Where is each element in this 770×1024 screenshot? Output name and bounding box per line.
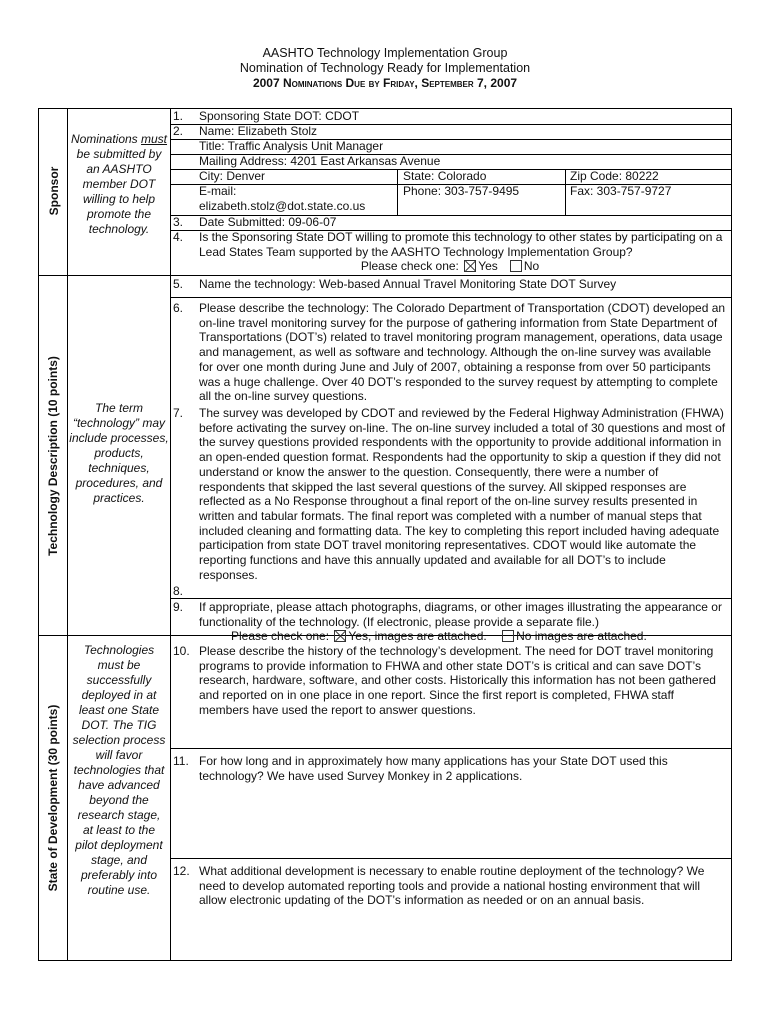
contact-phone: Phone: 303-757-9495 bbox=[403, 184, 520, 198]
question-11 bbox=[173, 754, 727, 783]
check-label: Yes bbox=[478, 259, 498, 274]
question-4 bbox=[173, 230, 727, 274]
org-title: AASHTO Technology Implementation Group bbox=[262, 46, 508, 60]
form-title: Nomination of Technology Ready for Implementation bbox=[239, 61, 531, 75]
note-emphasis: must bbox=[141, 132, 168, 146]
cell-divider bbox=[565, 169, 566, 215]
question-3 bbox=[173, 215, 727, 230]
note-text: be submitted by an AASHTO member DOT willing to help promote the technology. bbox=[76, 147, 162, 236]
q9-yes-checkbox[interactable] bbox=[334, 630, 346, 642]
contact-zip: Zip Code: 80222 bbox=[570, 169, 659, 183]
question-number: 8. bbox=[173, 584, 184, 598]
check-label: Yes, images are attached. bbox=[348, 629, 487, 644]
contact-title: Title: Traffic Analysis Unit Manager bbox=[199, 139, 384, 153]
q9-no-checkbox[interactable] bbox=[502, 630, 514, 642]
question-number: 12. bbox=[173, 864, 190, 878]
question-1 bbox=[173, 109, 727, 124]
question-7 bbox=[173, 406, 727, 582]
row-divider bbox=[170, 297, 731, 298]
question-2 bbox=[173, 124, 727, 139]
row-divider bbox=[170, 598, 731, 599]
document-header bbox=[0, 46, 770, 91]
question-number: 5. bbox=[173, 277, 184, 291]
check-label: No bbox=[523, 259, 540, 274]
question-6 bbox=[173, 301, 727, 404]
check-prompt: Please check one: bbox=[360, 259, 459, 274]
contact-email-label: E-mail: bbox=[199, 184, 237, 198]
nomination-form bbox=[38, 108, 732, 961]
question-text: Please describe the history of the technology’s development. The need for DOT travel monitoring programs to provide information to FHWA and other state DOT’s is critical and can save DOT’s research, hardware, software, and other costs. Historically this information has not been gathered and reported on in one place in one report. Since the first report is completed, FHWA staff members have used the report to answer questions. bbox=[199, 644, 716, 717]
question-number: 9. bbox=[173, 600, 184, 614]
contact-mailing-address: Mailing Address: 4201 East Arkansas Avenue bbox=[199, 154, 441, 168]
contact-state: State: Colorado bbox=[403, 169, 487, 183]
section-label-development: State of Development (30 points) bbox=[46, 704, 60, 892]
check-label: No images are attached. bbox=[516, 629, 647, 644]
question-number: 11. bbox=[173, 754, 189, 768]
question-number: 3. bbox=[173, 215, 184, 229]
question-number: 1. bbox=[173, 109, 184, 123]
row-divider bbox=[170, 748, 731, 749]
note-text: Nominations bbox=[70, 132, 138, 146]
question-10 bbox=[173, 644, 727, 718]
question-5 bbox=[173, 277, 727, 292]
check-prompt: Please check one: bbox=[231, 629, 330, 644]
question-9 bbox=[173, 600, 727, 644]
label-column-divider bbox=[67, 109, 68, 960]
section-divider-sponsor bbox=[39, 275, 731, 276]
question-text: What additional development is necessary to enable routine deployment of the technology? We need to develop automated reporting tools and provide a national hosting environment that will allow electronic updating of the DOT’s information as needed or on an annual basis. bbox=[199, 864, 705, 908]
cell-divider bbox=[397, 169, 398, 215]
section-label-technology: Technology Description (10 points) bbox=[46, 356, 60, 556]
q9-check-row bbox=[231, 629, 727, 644]
question-text: If appropriate, please attach photographs, diagrams, or other images illustrating the appearance or functionality of the technology. (If electronic, please provide a separate file.) bbox=[199, 600, 722, 629]
question-12 bbox=[173, 864, 727, 908]
q4-yes-checkbox[interactable] bbox=[464, 260, 476, 272]
question-number: 2. bbox=[173, 124, 184, 138]
contact-name: Name: Elizabeth Stolz bbox=[199, 124, 318, 138]
row-divider bbox=[170, 858, 731, 859]
technology-note: The term “technology” may include processes, products, techniques, procedures, and practices. bbox=[69, 401, 169, 505]
question-text: Is the Sponsoring State DOT willing to promote this technology to other states by participating on a Lead States Team supported by the AASHTO Technology Implementation Group? bbox=[199, 230, 723, 259]
section-label-sponsor: Sponsor bbox=[47, 166, 61, 216]
question-text: The survey was developed by CDOT and reviewed by the Federal Highway Administration (FHWA) before activating the survey on-line. The on-line survey included a total of 30 questions and most of the survey questions provided respondents with the opportunity to provide additional information in an open-ended question format. Respondents had the opportunity to skip a question if they did not understand or know the answer to the question. Consequently, there were a number of respondents that skipped the last several questions of the survey. All skipped responses are reflected as a No Response throughout a final report of the on-line survey results presented in written and tabular formats. The final report was completed with a number of manual steps that included cleaning and formatting data. The key to completing this report included having adequate participation from state DOT travel monitoring representatives. CDOT would like automate the reporting functions and have this annually updated and available for all DOT’s to include responses. bbox=[199, 406, 726, 582]
contact-city: City: Denver bbox=[199, 169, 266, 183]
contact-email: elizabeth.stolz@dot.state.co.us bbox=[199, 199, 366, 213]
question-number: 4. bbox=[173, 230, 184, 244]
q4-check-row bbox=[173, 259, 727, 274]
sponsor-note bbox=[69, 132, 169, 237]
q4-no-checkbox[interactable] bbox=[510, 260, 522, 272]
question-text: For how long and in approximately how many applications has your State DOT used this technology? We have used Survey Monkey in 2 applications. bbox=[199, 754, 668, 783]
due-date: 2007 Nominations Due by Friday, September 7, 2007 bbox=[252, 76, 518, 90]
question-text: Please describe the technology: The Colorado Department of Transportation (CDOT) developed an on-line travel monitoring survey for the purpose of gathering information from State Department of Transportations (DOT’s) related to travel monitoring program management, operations, data usage and management, as well as software and technology. Although the on-line survey was available for over one month during June and July of 2007, obtaining a response from over 50 participants was a huge challenge. Over 40 DOT’s responded to the survey request by attempting to complete all the on-line survey questions. bbox=[199, 301, 726, 404]
question-number: 6. bbox=[173, 301, 184, 315]
question-number: 10. bbox=[173, 644, 190, 658]
question-number: 7. bbox=[173, 406, 184, 420]
question-text: Sponsoring State DOT: CDOT bbox=[199, 109, 360, 123]
development-note: Technologies must be successfully deployed in at least one State DOT. The TIG selection process will favor technologies that have advanced beyond the research stage, at least to the pilot deployment stage, and preferably into routine use. bbox=[72, 643, 166, 897]
note-column-divider bbox=[170, 109, 171, 960]
contact-fax: Fax: 303-757-9727 bbox=[570, 184, 672, 198]
question-text: Name the technology: Web-based Annual Travel Monitoring State DOT Survey bbox=[199, 277, 617, 291]
question-text: Date Submitted: 09-06-07 bbox=[199, 215, 337, 229]
